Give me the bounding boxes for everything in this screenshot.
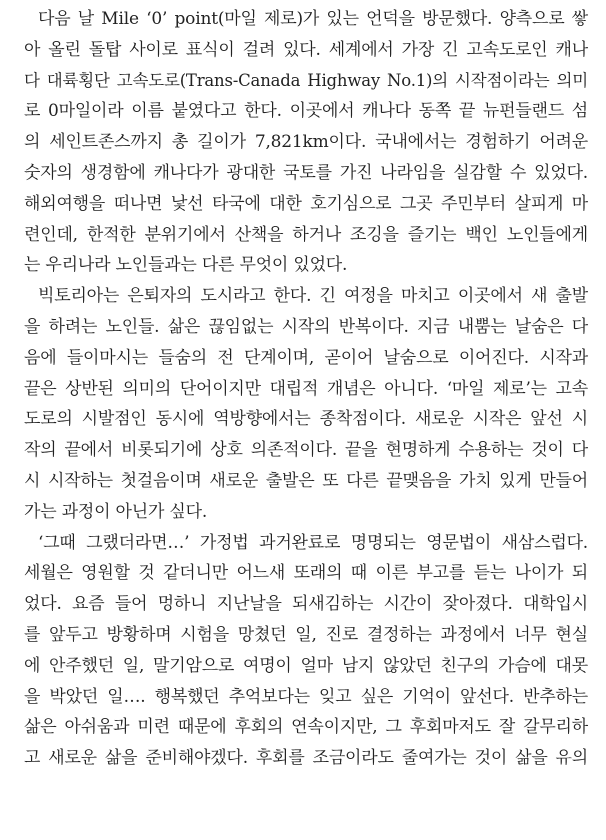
text-line: 고 새로운 삶을 준비해야겠다. 후회를 조금이라도 줄여가는 것이 삶을 유의 bbox=[24, 748, 588, 769]
text-line: 음에 들이마시는 들숨의 전 단계이며, 곧이어 날숨으로 이어진다. 시작과 bbox=[24, 347, 588, 368]
text-line: 세월은 영원할 것 같더니만 어느새 또래의 때 이른 부고를 듣는 나이가 되 bbox=[24, 563, 588, 584]
text-line: 다음 날 Mile ‘0’ point(마일 제로)가 있는 언덕을 방문했다. 양측으로 쌓 bbox=[38, 9, 588, 29]
text-line: 해외여행을 떠나면 낯선 타국에 대한 호기심으로 그곳 주민부터 살피게 마 bbox=[24, 193, 588, 214]
text-line: 를 앞두고 방황하며 시험을 망쳤던 일, 진로 결정하는 과정에서 너무 현실 bbox=[24, 624, 588, 645]
text-line: ‘그때 그랬더라면…’ 가정법 과거완료로 명명되는 영문법이 새삼스럽다. bbox=[38, 532, 588, 553]
text-line: 련인데, 한적한 분위기에서 산책을 하거나 조깅을 즐기는 백인 노인들에게 bbox=[24, 224, 588, 245]
text-line: 는 우리나라 노인들과는 다른 무엇이 있었다. bbox=[24, 255, 348, 276]
text-line: 숫자의 생경함에 캐나다가 광대한 국토를 가진 나라임을 실감할 수 있었다. bbox=[24, 162, 588, 183]
text-line: 다 대륙횡단 고속도로(Trans-Canada Highway No.1)의 시작점이라는 의미 bbox=[24, 70, 588, 90]
text-line: 끝은 상반된 의미의 단어이지만 대립적 개념은 아니다. ‘마일 제로’는 고속 bbox=[24, 378, 588, 399]
text-line: 도로의 시발점인 동시에 역방향에서는 종착점이다. 새로운 시작은 앞선 시 bbox=[24, 409, 588, 430]
text-line: 삶은 아쉬움과 미련 때문에 후회의 연속이지만, 그 후회마저도 잘 갈무리하 bbox=[24, 717, 588, 738]
text-line: 을 박았던 일…. 행복했던 추억보다는 잊고 싶은 기억이 앞선다. 반추하는 bbox=[24, 686, 588, 707]
text-line: 아 올린 돌탑 사이로 표식이 걸려 있다. 세계에서 가장 긴 고속도로인 캐나 bbox=[24, 39, 588, 60]
text-line: 작의 끝에서 비롯되기에 상호 의존적이다. 끝을 현명하게 수용하는 것이 다 bbox=[24, 440, 588, 461]
text-line: 의 세인트존스까지 총 길이가 7,821km이다. 국내에서는 경험하기 어려운 bbox=[24, 132, 588, 153]
text-line: 었다. 요즘 들어 멍하니 지난날을 되새김하는 시간이 잦아졌다. 대학입시 bbox=[24, 594, 588, 615]
text-line: 을 하려는 노인들. 삶은 끊임없는 시작의 반복이다. 지금 내뿜는 날숨은 다 bbox=[24, 316, 588, 337]
text-line: 에 안주했던 일, 말기암으로 여명이 얼마 남지 않았던 친구의 가슴에 대못 bbox=[24, 655, 588, 676]
text-line: 빅토리아는 은퇴자의 도시라고 한다. 긴 여정을 마치고 이곳에서 새 출발 bbox=[38, 286, 588, 307]
text-line: 가는 과정이 아닌가 싶다. bbox=[24, 501, 208, 522]
text-line: 시 시작하는 첫걸음이며 새로운 출발은 또 다른 끝맺음을 가치 있게 만들어 bbox=[24, 470, 588, 491]
text-line: 로 0마일이라 이름 붙였다고 한다. 이곳에서 캐나다 동쪽 끝 뉴펀들랜드 섬 bbox=[24, 101, 588, 122]
